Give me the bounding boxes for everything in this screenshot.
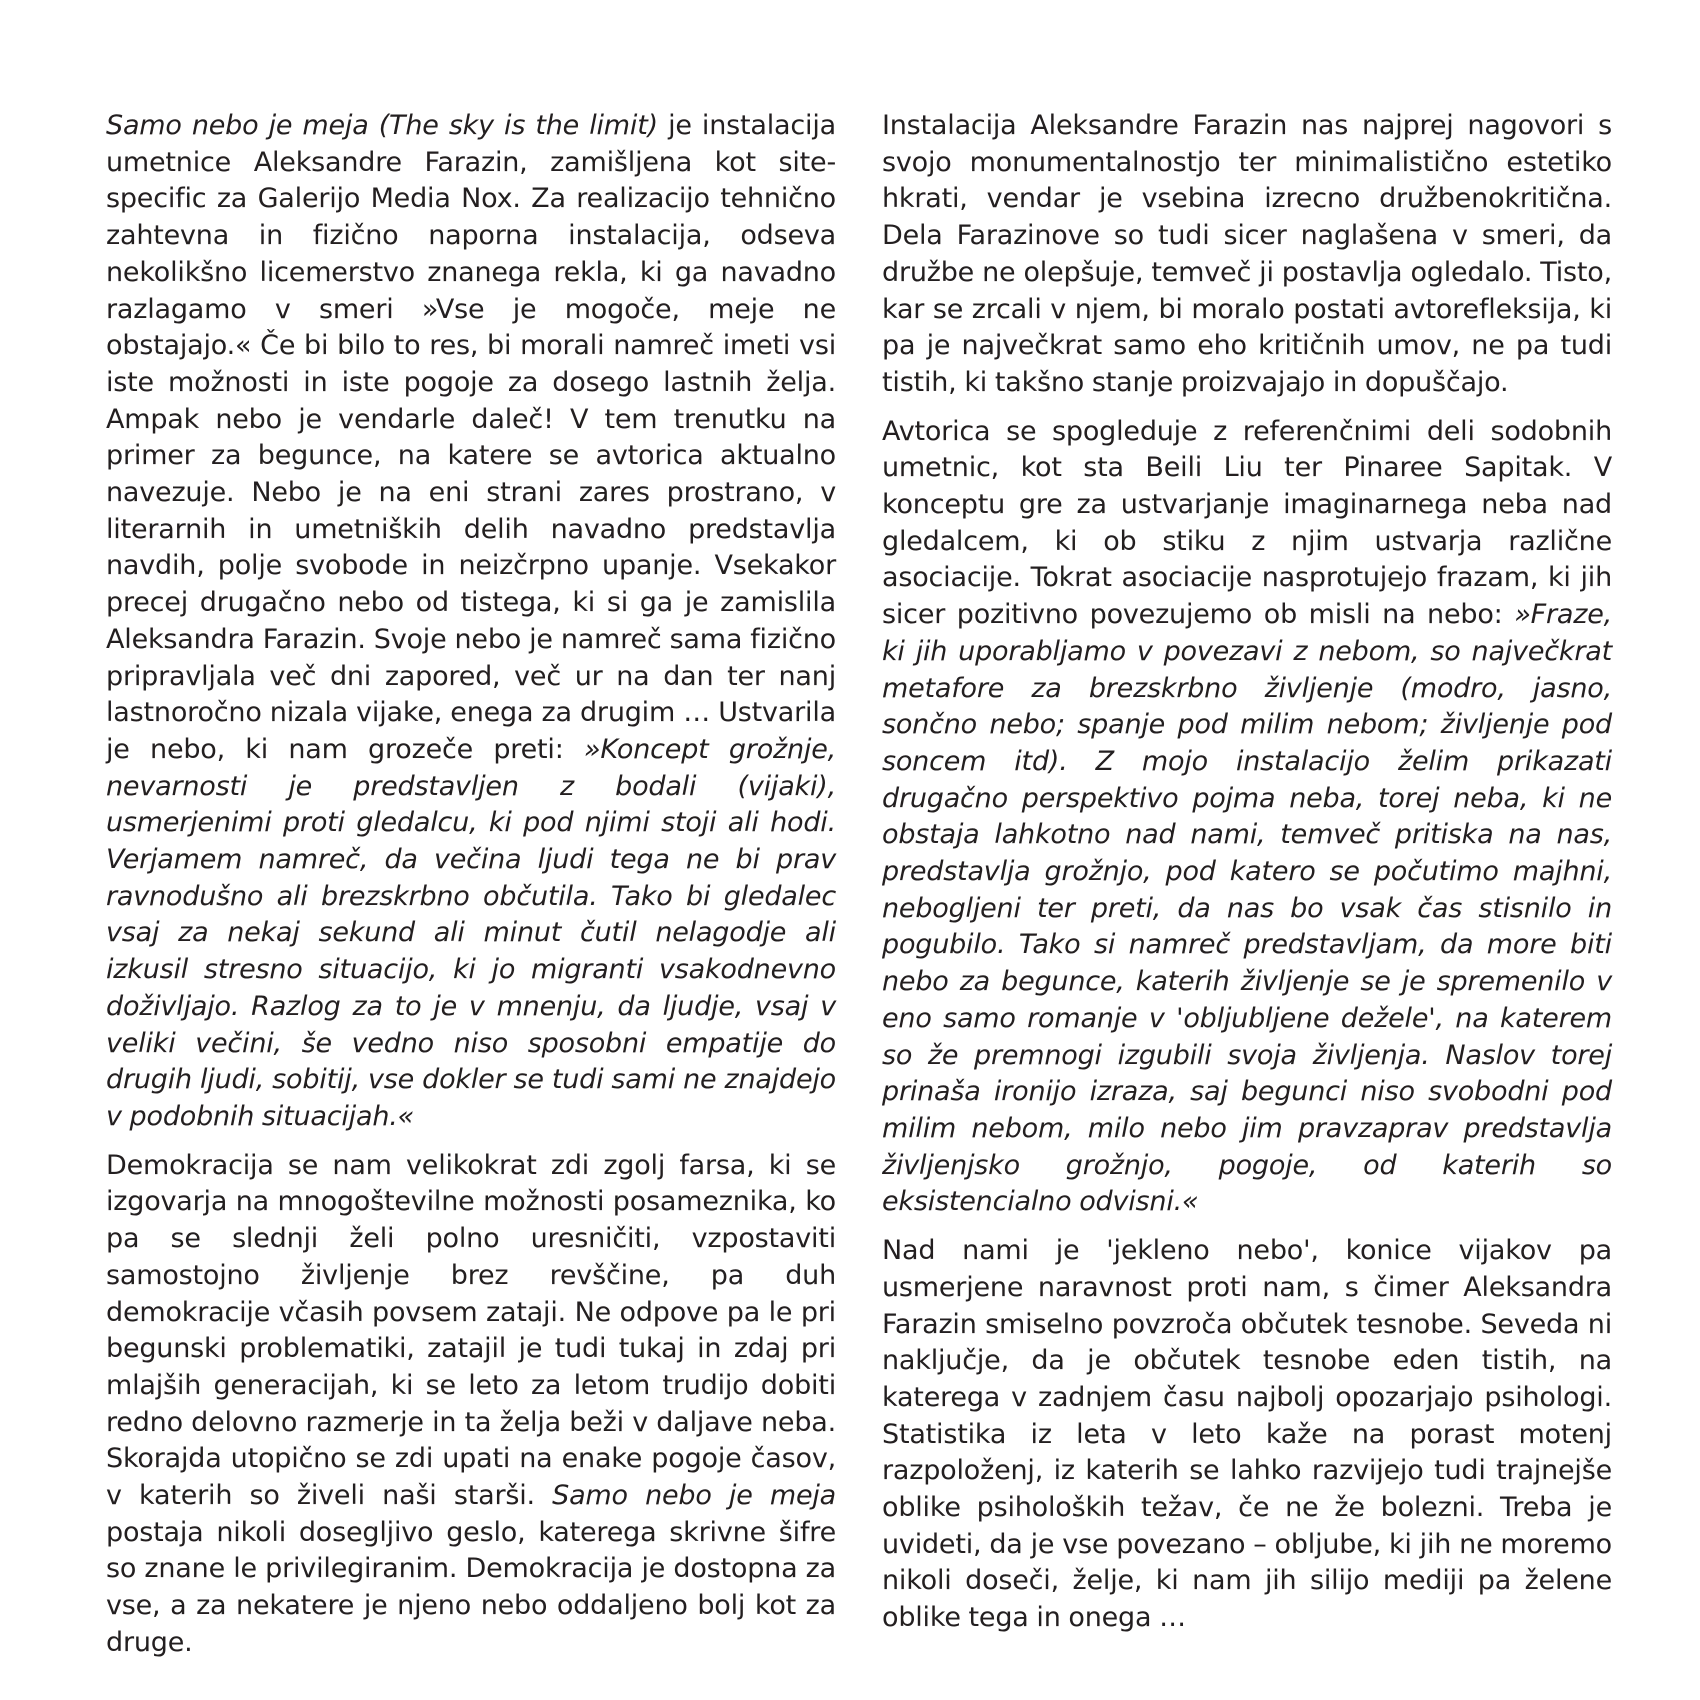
body-text: Demokracija se nam velikokrat zdi zgolj farsa, ki se izgovarja na mnogoštevilne možnosti posameznika, ko pa se slednji želi polno uresničiti, vzpostaviti samostojno življenje brez revščine, pa duh demokracije včasih povsem zataji. Ne odpove pa le pri begunski problematiki, zatajil je tudi tukaj in zdaj pri mlajših generacijah, ki se leto za letom trudijo dobiti redno delovno razmerje in ta želja beži v daljave neba. Skorajda utopično se zdi upati na enake pogoje časov, v katerih so živeli naši starši. bbox=[106, 1149, 836, 1512]
paragraph-right-2 bbox=[882, 414, 1612, 1221]
paragraph-right-3 bbox=[882, 1233, 1612, 1637]
paragraph-left-2 bbox=[106, 1148, 836, 1662]
right-column bbox=[882, 108, 1612, 1649]
title-reference: Samo nebo je meja (The sky is the limit) bbox=[106, 110, 658, 141]
artist-quote: »Koncept grožnje, nevarnosti je predstavljen z bodali (vijaki), usmerjenimi proti gledalcu, ki pod njimi stoji ali hodi. Verjamem namreč, da večina ljudi tega ne bi prav ravnodušno ali brezskrbno občutila. Tako bi gledalec vsaj za nekaj sekund ali minut čutil nelagodje ali izkusil stresno situacijo, ki jo migranti vsakodnevno doživljajo. Razlog za to je v mnenju, da ljudje, vsaj v veliki večini, še vedno niso sposobni empatije do drugih ljudi, sobitij, vse dokler se tudi sami ne znajdejo v podobnih situacijah.« bbox=[106, 733, 836, 1132]
body-text: Avtorica se spogleduje z referenčnimi deli sodobnih umetnic, kot sta Beili Liu ter Pinaree Sapitak. V konceptu gre za ustvarjanje imaginarnega neba nad gledalcem, ki ob stiku z njim ustvarja različne asociacije. Tokrat asociacije nasprotujejo frazam, ki jih sicer pozitivno povezujemo ob misli na nebo: bbox=[882, 415, 1612, 631]
paragraph-left-1 bbox=[106, 108, 836, 1136]
body-text: postaja nikoli dosegljivo geslo, katerega skrivne šifre so znane le privilegiranim. Demokracija je dostopna za vse, a za nekatere je njeno nebo oddaljeno bolj kot za druge. bbox=[106, 1516, 836, 1658]
body-text: Nad nami je 'jekleno nebo', konice vijakov pa usmerjene naravnost proti nam, s čimer Aleksandra Farazin smiselno povzroča občutek tesnobe. Seveda ni naključje, da je občutek tesnobe eden tistih, na katerega v zadnjem času najbolj opozarjajo psihologi. Statistika iz leta v leto kaže na porast motenj razpoloženj, iz katerih se lahko razvijejo tudi trajnejše oblike psiholoških težav, če ne že bolezni. Treba je uvideti, da je vse povezano – obljube, ki jih ne moremo nikoli doseči, želje, ki nam jih silijo mediji pa želene oblike tega in onega … bbox=[882, 1235, 1612, 1634]
artist-quote: »Fraze, ki jih uporabljamo v povezavi z nebom, so največkrat metafore za brezskrbno življenje (modro, jasno, sončno nebo; spanje pod milim nebom; življenje pod soncem itd). Z mojo instalacijo želim prikazati drugačno perspektivo pojma neba, torej neba, ki ne obstaja lahkotno nad nami, temveč pritiska na nas, predstavlja grožnjo, pod katero se počutimo majhni, nebogljeni ter preti, da nas bo vsak čas stisnilo in pogubilo. Tako si namreč predstavljam, da more biti nebo za begunce, katerih življenje se je spremenilo v eno samo romanje v 'obljubljene dežele', na katerem so že premnogi izgubili svoja življenja. Naslov torej prinaša ironijo izraza, saj begunci niso svobodni pod milim nebom, milo nebo jim pravzaprav predstavlja življenjsko grožnjo, pogoje, od katerih so eksistencialno odvisni.« bbox=[882, 599, 1612, 1218]
title-reference: Samo nebo je meja bbox=[552, 1480, 837, 1512]
paragraph-right-1 bbox=[882, 108, 1612, 402]
left-column bbox=[106, 108, 836, 1674]
body-text: Instalacija Aleksandre Farazin nas najprej nagovori s svojo monumentalnostjo ter minimalistično estetiko hkrati, vendar je vsebina izrecno družbenokritična. Dela Farazinove so tudi sicer naglašena v smeri, da družbe ne olepšuje, temveč ji postavlja ogledalo. Tisto, kar se zrcali v njem, bi moralo postati avtorefleksija, ki pa je največkrat samo eho kritičnih umov, ne pa tudi tistih, ki takšno stanje proizvajajo in dopuščajo. bbox=[882, 110, 1612, 398]
body-text: je instalacija umetnice Aleksandre Farazin, zamišljena kot site-specific za Galerijo Media Nox. Za realizacijo tehnično zahtevna in fizično naporna instalacija, odseva nekolikšno licemerstvo znanega rekla, ki ga navadno razlagamo v smeri »Vse je mogoče, meje ne obstajajo.« Če bi bilo to res, bi morali namreč imeti vsi iste možnosti in iste pogoje za dosego lastnih želja. Ampak nebo je vendarle daleč! V tem trenutku na primer za begunce, na katere se avtorica aktualno navezuje. Nebo je na eni strani zares prostrano, v literarnih in umetniških delih navadno predstavlja navdih, polje svobode in neizčrpno upanje. Vsekakor precej drugačno nebo od tistega, ki si ga je zamislila Aleksandra Farazin. Svoje nebo je namreč sama fizično pripravljala več dni zapored, več ur na dan ter nanj lastnoročno nizala vijake, enega za drugim … Ustvarila je nebo, ki nam grozeče preti: bbox=[106, 110, 836, 765]
